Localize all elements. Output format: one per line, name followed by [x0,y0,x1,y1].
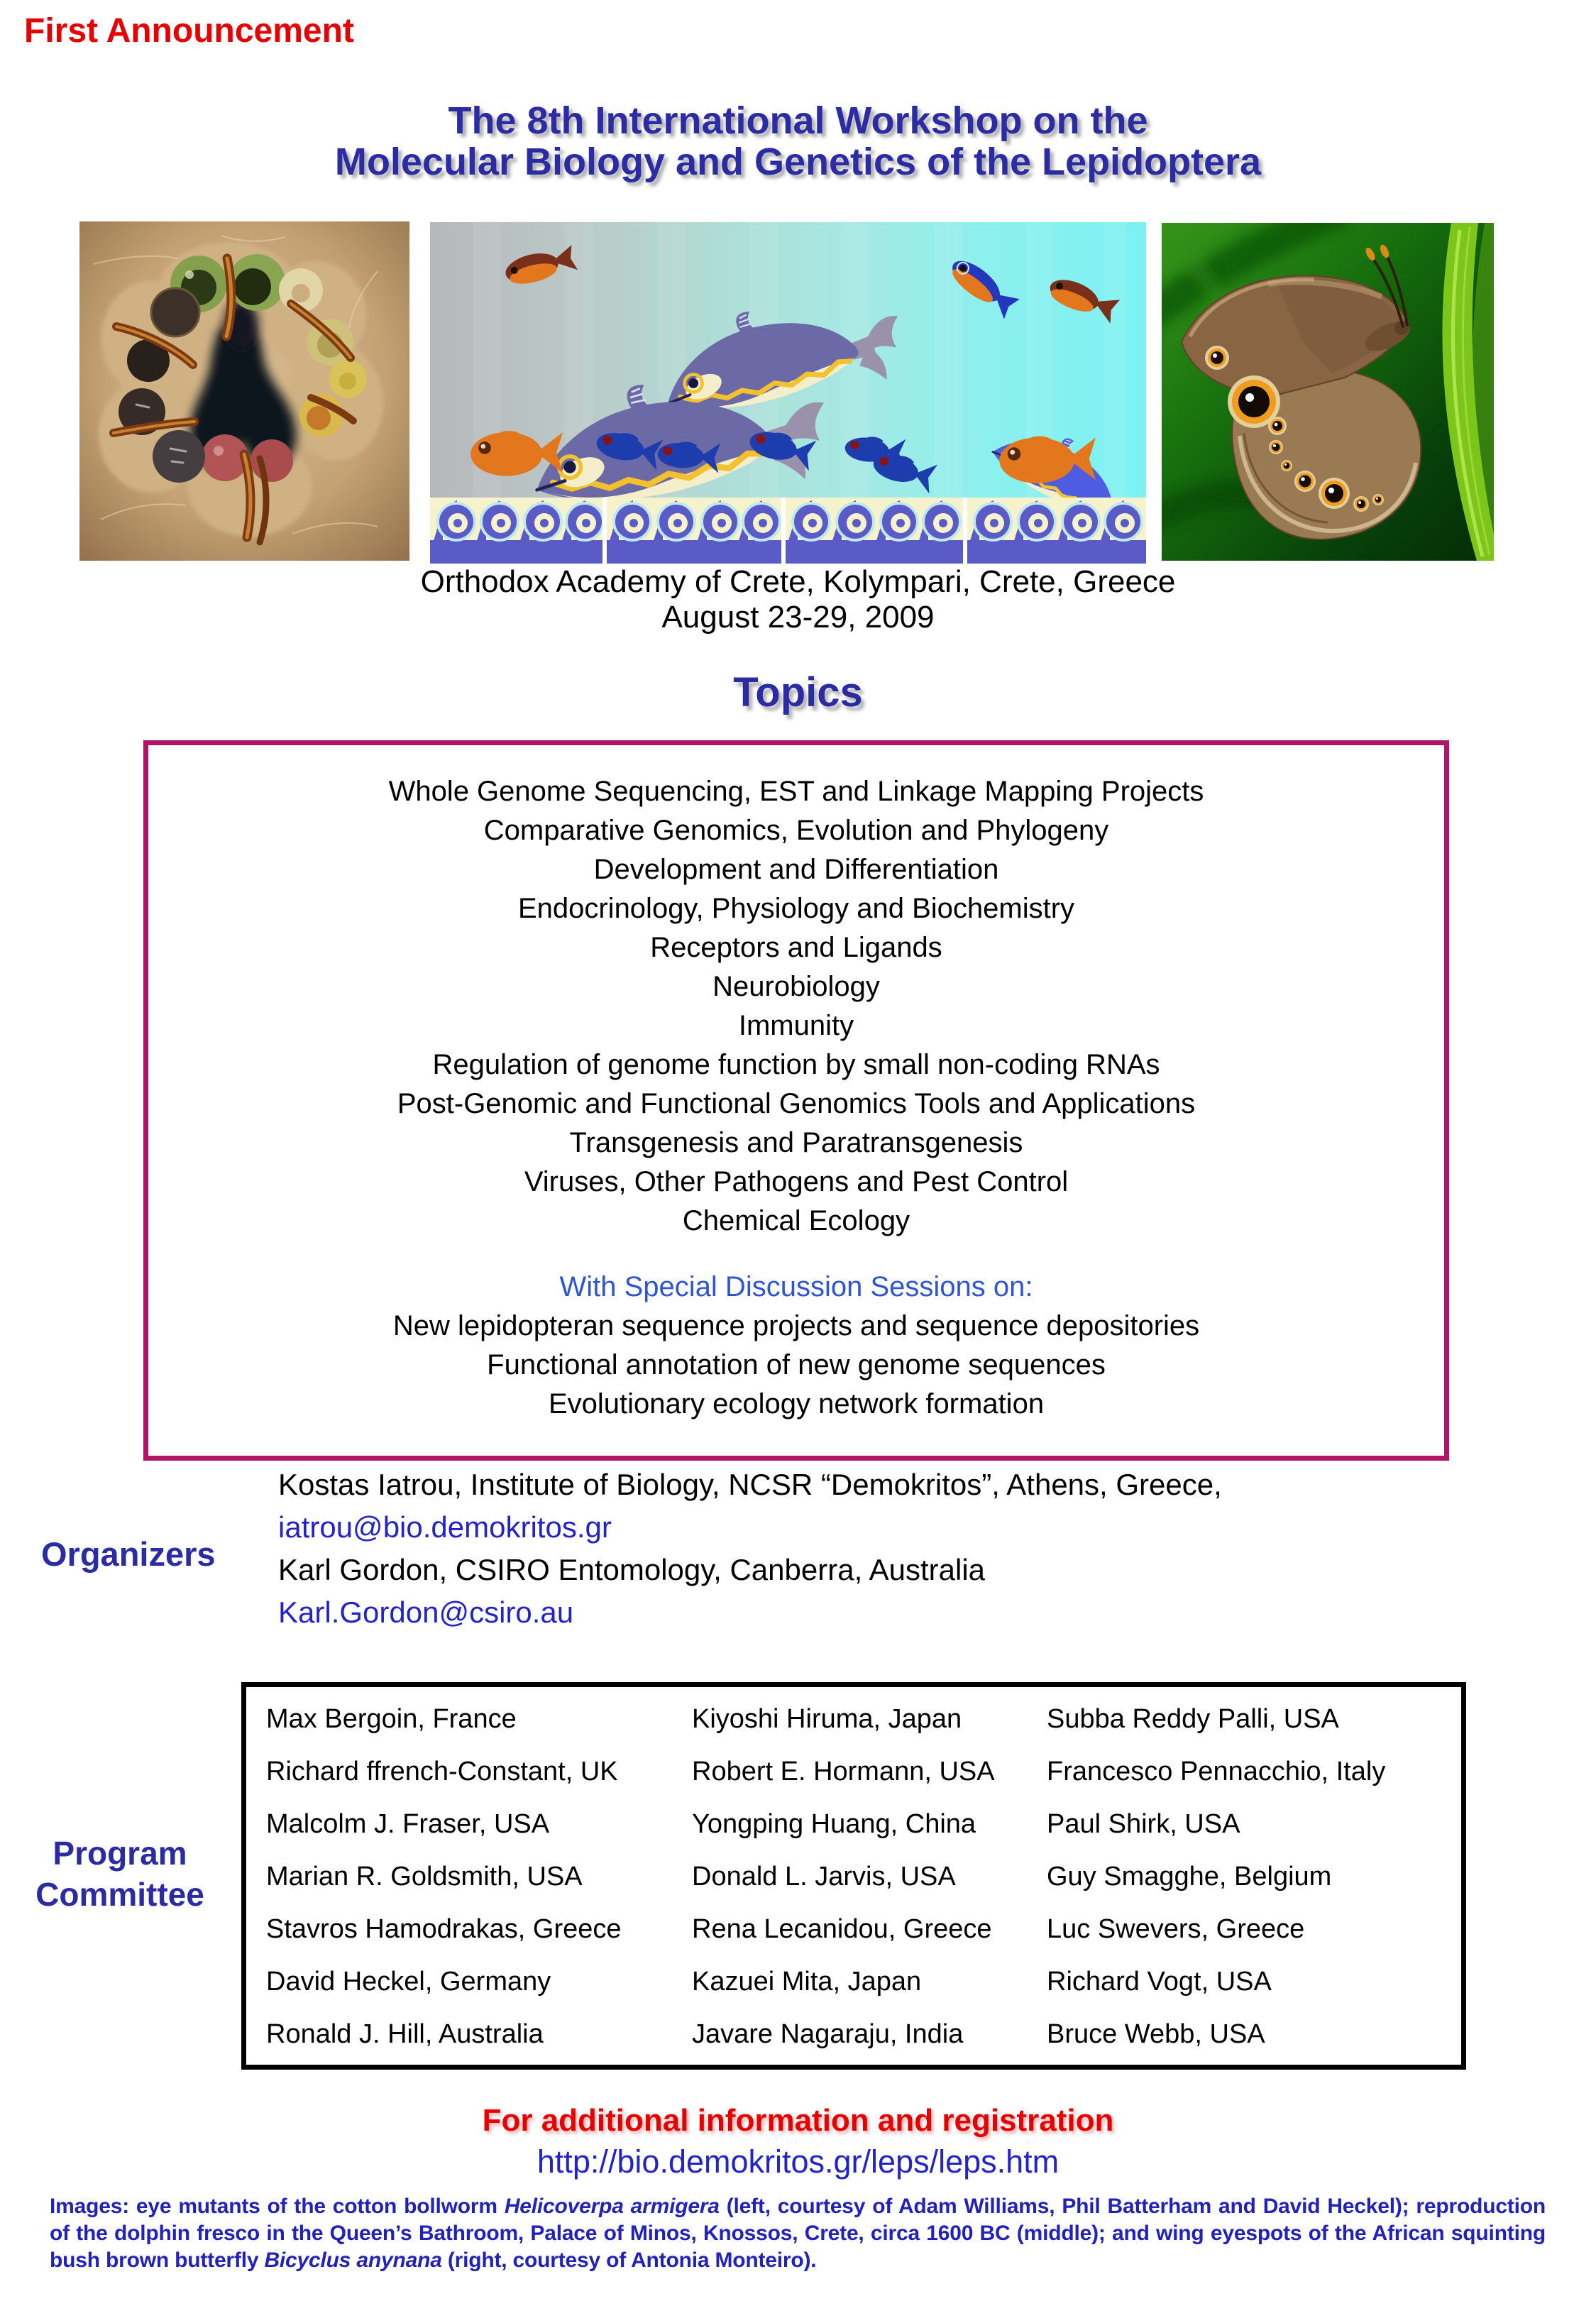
credits-text: (left, courtesy of Adam Williams, Phil Batterham and David Heckel); reproduction of the dolphin fresco in the Queen’s Bathroom, Palace of Minos, Knossos, Crete, circa 1600 BC (middle); and wing eyespots of the African squinting bush brown butterfly [50,2195,1546,2272]
committee-member: Paul Shirk, USA [1047,1808,1240,1839]
special-sessions-heading: With Special Discussion Sessions on: [559,1271,1033,1302]
credits-species-italic: Helicoverpa armigera [504,2195,720,2218]
special-session-item: Evolutionary ecology network formation [548,1388,1045,1420]
topic-item: Regulation of genome function by small non-coding RNAs [432,1049,1160,1080]
organizers-label: Organizers [41,1535,216,1573]
topics-heading: Topics [733,669,863,715]
special-session-item: Functional annotation of new genome sequences [487,1349,1106,1380]
committee-member: Yongping Huang, China [692,1808,976,1839]
registration-block [0,2102,1596,2180]
topic-item: Receptors and Ligands [650,932,942,963]
topic-item: Viruses, Other Pathogens and Pest Control [524,1166,1069,1197]
credits-text: (right, courtesy of Antonia Monteiro). [441,2249,817,2272]
first-announcement-label: First Announcement [24,12,354,50]
topic-item: Development and Differentiation [593,854,999,885]
committee-member: Richard Vogt, USA [1047,1966,1272,1997]
program-committee-label-line1: Program [53,1835,187,1872]
committee-member: Javare Nagaraju, India [692,2019,964,2049]
committee-member: Rena Lecanidou, Greece [692,1914,992,1944]
organizer-2-email[interactable]: Karl.Gordon@csiro.au [278,1596,574,1629]
program-committee-table [241,1682,1466,2070]
organizer-2: Karl Gordon, CSIRO Entomology, Canberra, Australia [278,1553,986,1586]
committee-member: Luc Swevers, Greece [1047,1914,1305,1944]
committee-member: Guy Smagghe, Belgium [1047,1861,1332,1892]
topic-item: Comparative Genomics, Evolution and Phylogeny [483,815,1109,846]
topic-item: Whole Genome Sequencing, EST and Linkage Mapping Projects [388,776,1204,807]
committee-member: David Heckel, Germany [266,1966,551,1997]
venue-line: Orthodox Academy of Crete, Kolympari, Crete, Greece [420,564,1176,599]
image-credits [50,2193,1546,2274]
program-committee-label [27,1833,213,1915]
credits-text: Images: eye mutants of the cotton bollworm [50,2195,505,2218]
committee-member: Kazuei Mita, Japan [692,1966,922,1997]
committee-member: Donald L. Jarvis, USA [692,1861,956,1892]
registration-heading: For additional information and registration [482,2103,1114,2138]
committee-member: Subba Reddy Palli, USA [1047,1703,1339,1734]
committee-member: Malcolm J. Fraser, USA [266,1808,550,1839]
dates-line: August 23-29, 2009 [661,600,935,635]
program-committee-label-line2: Committee [35,1876,204,1913]
organizers-block [278,1464,1222,1634]
topics-box [143,740,1449,1461]
venue-block [0,564,1596,635]
committee-member: Kiyoshi Hiruma, Japan [692,1703,962,1734]
credits-species-italic: Bicyclus anynana [264,2249,442,2272]
committee-member: Bruce Webb, USA [1047,2019,1265,2049]
special-session-item: New lepidopteran sequence projects and sequence depositories [392,1310,1200,1341]
committee-member: Marian R. Goldsmith, USA [266,1861,583,1892]
organizer-1-email[interactable]: iatrou@bio.demokritos.gr [278,1510,612,1544]
committee-member: Richard ffrench-Constant, UK [266,1756,618,1786]
committee-member: Stavros Hamodrakas, Greece [266,1914,622,1944]
committee-member: Ronald J. Hill, Australia [266,2019,544,2049]
workshop-title [0,100,1596,182]
workshop-title-line2: Molecular Biology and Genetics of the Lepidoptera [334,141,1262,183]
topic-item: Immunity [738,1010,854,1041]
butterfly-eyespots-image [1162,223,1494,561]
organizer-1: Kostas Iatrou, Institute of Biology, NCSR “Demokritos”, Athens, Greece, [278,1468,1222,1501]
topic-item: Endocrinology, Physiology and Biochemistry [517,893,1075,924]
committee-member: Robert E. Hormann, USA [692,1756,995,1786]
topic-item: Post-Genomic and Functional Genomics Tools and Applications [397,1088,1196,1119]
topic-item: Chemical Ecology [682,1205,910,1236]
committee-member: Max Bergoin, France [266,1703,517,1734]
workshop-title-line1: The 8th International Workshop on the [448,99,1148,142]
dolphin-fresco-image [430,222,1146,564]
moth-eye-mutants-image [79,221,409,561]
registration-url[interactable]: http://bio.demokritos.gr/leps/leps.htm [536,2143,1060,2180]
committee-member: Francesco Pennacchio, Italy [1047,1756,1386,1786]
topic-item: Transgenesis and Paratransgenesis [569,1127,1023,1158]
topic-item: Neurobiology [712,971,880,1002]
